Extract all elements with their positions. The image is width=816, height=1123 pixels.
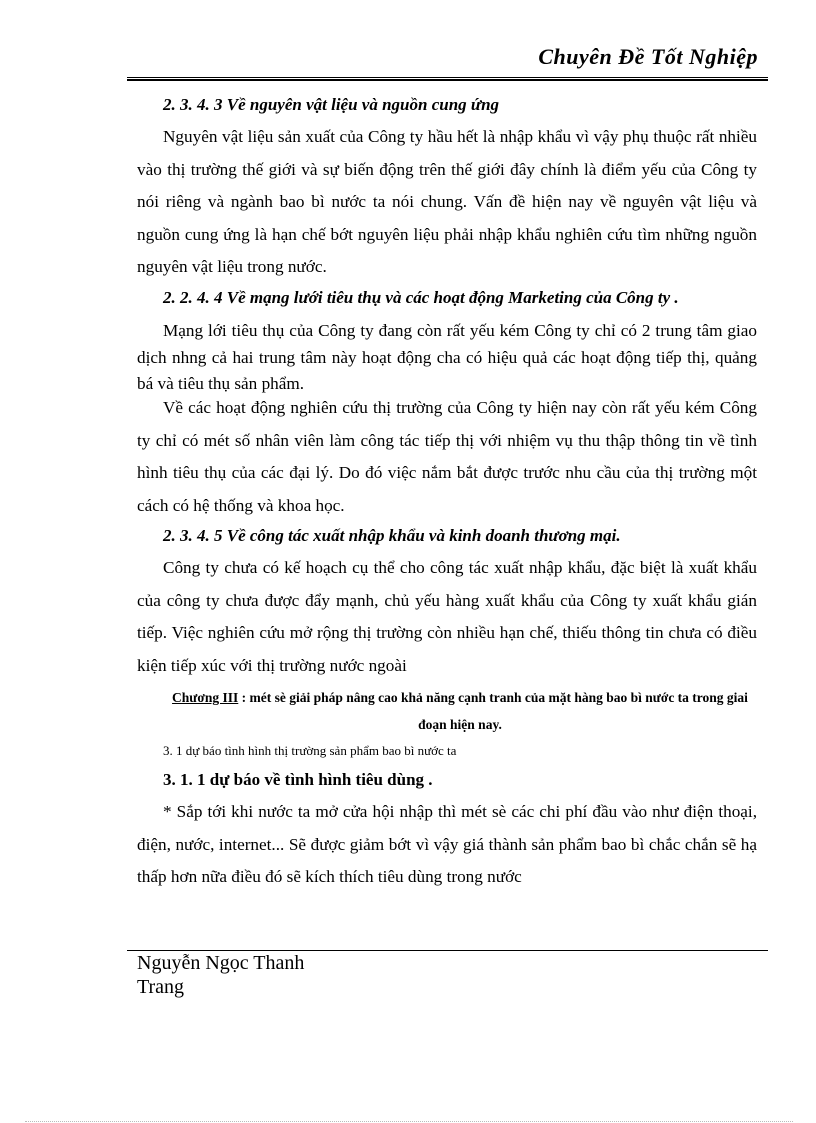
section-2244-heading: 2. 2. 4. 4 Về mạng lưới tiêu thụ và các hoạt động Marketing của Công ty . (163, 288, 679, 307)
chapter-label: Chương III (172, 690, 239, 705)
author-line-2: Trang (137, 976, 185, 998)
section-311-body: * Sắp tới khi nước ta mở cửa hội nhập thì mét sè các chi phí đầu vào như điện thoại, điện, nước, internet... Sẽ được giảm bớt vì vậy giá thành sản phẩm bao bì chắc chắn sẽ hạ thấp hơn nữa điều đó sẽ kích thích tiêu dùng trong nước (137, 802, 757, 886)
section-2244-body-1: Mạng lới tiêu thụ của Công ty đang còn rất yếu kém Công ty chỉ có 2 trung tâm giao dịch nhng cả hai trung tâm này hoạt động cha có hiệu quả các hoạt động tiếp thị, quảng bá và tiêu thụ sản phẩm. (137, 321, 757, 393)
section-311-heading: 3. 1. 1 dự báo về tình hình tiêu dùng . (163, 770, 433, 789)
chapter-heading (160, 684, 760, 738)
section-2343-body: Nguyên vật liệu sản xuất của Công ty hầu hết là nhập khẩu vì vậy phụ thuộc rất nhiều vào thị trường thế giới và sự biến động trên thế giới đây chính là điểm yếu của Công ty nói riêng và ngành bao bì nước ta nói chung. Vấn đề hiện nay về nguyên vật liệu và nguồn cung ứng là hạn chế bớt nguyên liệu phải nhập khẩu nghiên cứu tìm những nguồn nguyên vật liệu trong nước. (137, 127, 757, 276)
section-2244-body-2: Về các hoạt động nghiên cứu thị trường của Công ty hiện nay còn rất yếu kém Công ty chỉ có mét số nhân viên làm công tác tiếp thị với nhiệm vụ thu thập thông tin về tình hình tiêu thụ của các đại lý. Do đó việc nắm bắt được trước nhu cầu của thị trường một cách có hệ thống và khoa học. (137, 398, 757, 515)
page-bottom-dotted-rule (25, 1121, 793, 1122)
chapter-title: : mét sè giải pháp nâng cao khả năng cạnh tranh của mặt hàng bao bì nước ta trong giai đoạn hiện nay. (238, 690, 748, 732)
section-2345-body: Công ty chưa có kế hoạch cụ thể cho công tác xuất nhập khẩu, đặc biệt là xuất khẩu của công ty chưa được đẩy mạnh, chủ yếu hàng xuất khẩu của Công ty xuất khẩu gián tiếp. Việc nghiên cứu mở rộng thị trường còn nhiều hạn chế, thiếu thông tin chưa có điều kiện tiếp xúc với thị trường nước ngoài (137, 558, 757, 675)
section-31-heading: 3. 1 dự báo tình hình thị trường sản phẩm bao bì nước ta (163, 743, 457, 758)
section-2343-heading: 2. 3. 4. 3 Về nguyên vật liệu và nguồn cung ứng (163, 95, 500, 114)
section-2345-heading: 2. 3. 4. 5 Về công tác xuất nhập khẩu và kinh doanh thương mại. (163, 526, 621, 545)
header-rule (127, 77, 768, 81)
author-line-1: Nguyễn Ngọc Thanh (137, 952, 305, 974)
footer-author (137, 951, 304, 999)
header-title: Chuyên Đề Tốt Nghiệp (538, 44, 758, 69)
